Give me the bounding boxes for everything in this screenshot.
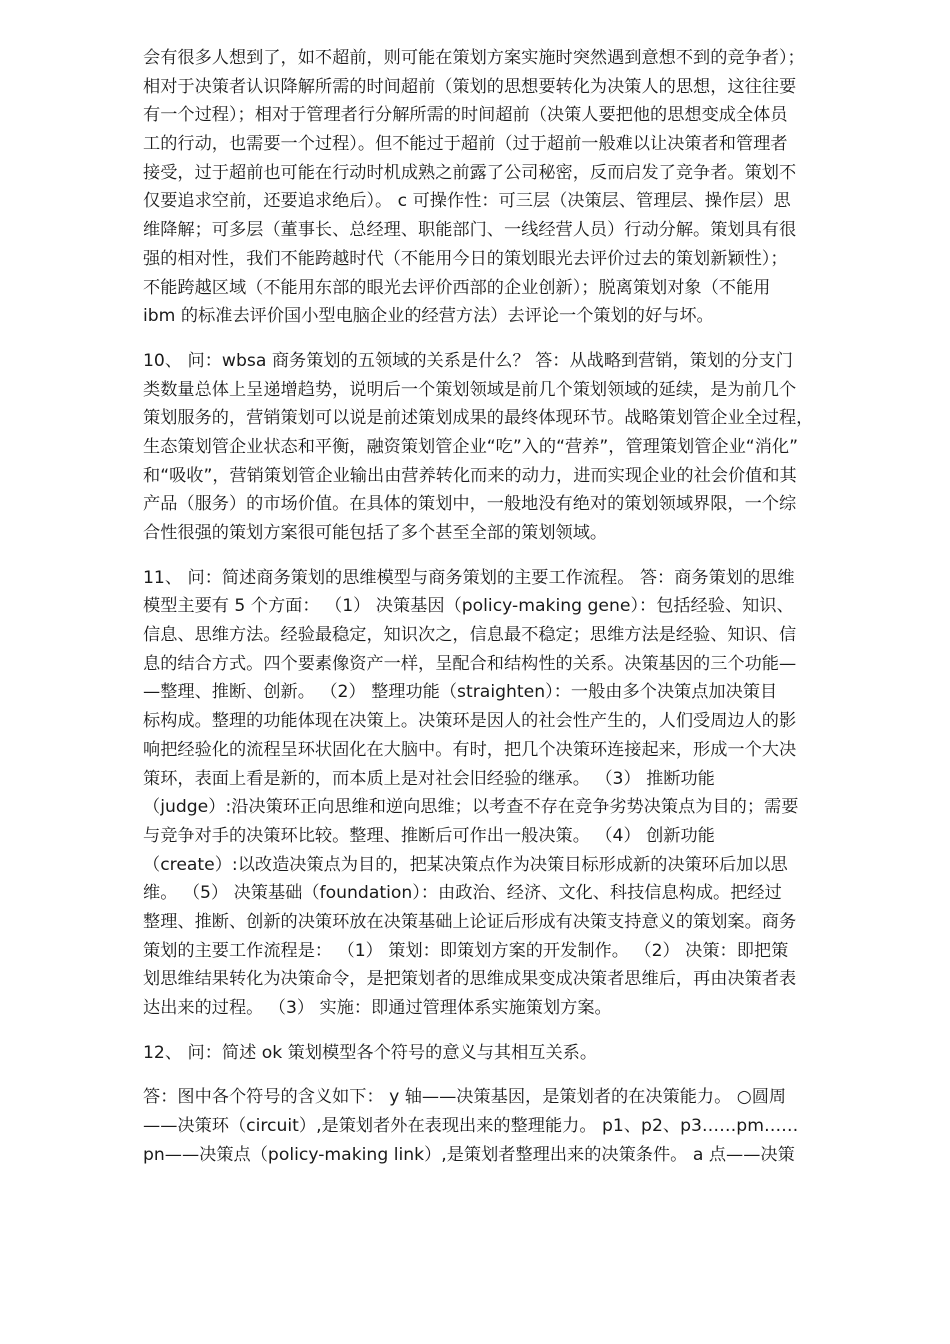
text-line: 合性很强的策划方案很可能包括了多个甚至全部的策划领域。 <box>143 523 608 543</box>
text-line: 响把经验化的流程呈环状固化在大脑中。有时，把几个决策环连接起来，形成一个大决 <box>143 739 797 760</box>
text-line: 有一个过程）；相对于管理者行分解所需的时间超前（决策人要把他的思想变成全体员 <box>143 105 788 126</box>
text-line: 维降解；可多层（董事长、总经理、职能部门、一线经营人员）行动分解。策划具有很 <box>143 220 797 241</box>
text-line: 工的行动，也需要一个过程）。但不能过于超前（过于超前一般难以让决策者和管理者 <box>143 134 788 155</box>
text-line: 策划的主要工作流程是： （1） 策划：即策划方案的开发制作。 （2） 决策：即把策 <box>143 940 789 961</box>
text-line: —整理、推断、创新。 （2） 整理功能（straighten）：一般由多个决策点加决策目 <box>143 682 778 703</box>
text-line: 答：图中各个符号的含义如下： y 轴——决策基因，是策划者的在决策能力。 ○圆周 <box>143 1087 787 1108</box>
text-line: 12、 问：简述 ok 策划模型各个符号的意义与其相互关系。 <box>143 1042 598 1063</box>
text-line: （create）:以改造决策点为目的，把某决策点作为决策目标形成新的决策环后加以思 <box>143 854 788 875</box>
text-line: 仅要追求空前，还要追求绝后）。 c 可操作性：可三层（决策层、管理层、操作层）思 <box>143 191 791 212</box>
text-line: 划思维结果转化为决策命令，是把策划者的思维成果变成决策者思维后，再由决策者表 <box>143 969 797 990</box>
text-line: （judge）:沿决策环正向思维和逆向思维；以考查不存在竞争劣势决策点为目的；需要 <box>143 797 799 818</box>
text-line: pn——决策点（policy-making link）,是策划者整理出来的决策条件。 a 点——决策 <box>143 1144 795 1165</box>
text-line: 不能跨越区域（不能用东部的眼光去评价西部的企业创新）；脱离策划对象（不能用 <box>143 277 771 298</box>
paragraph-question-10 <box>143 347 888 548</box>
text-line: 息的结合方式。四个要素像资产一样，呈配合和结构性的关系。决策基因的三个功能— <box>143 653 797 674</box>
text-line: 信息、思维方法。经验最稳定，知识次之，信息最不稳定；思维方法是经验、知识、信 <box>143 625 797 646</box>
text-line: 策划服务的，营销策划可以说是前述策划成果的最终体现环节。战略策划管企业全过程， <box>143 408 814 429</box>
text-line: 维。 （5） 决策基础（foundation）：由政治、经济、文化、科技信息构成。把经过 <box>143 883 782 904</box>
paragraph-question-11 <box>143 564 888 1023</box>
text-line: 标构成。整理的功能体现在决策上。决策环是因人的社会性产生的，人们受周边人的影 <box>143 711 797 732</box>
text-line: 类数量总体上呈递增趋势，说明后一个策划领域是前几个策划领域的延续，是为前几个 <box>143 379 797 400</box>
text-line: 11、 问：简述商务策划的思维模型与商务策划的主要工作流程。 答：商务策划的思维 <box>143 567 795 588</box>
text-line: ——决策环（circuit）,是策划者外在表现出来的整理能力。 p1、p2、p3……pm…… <box>143 1116 799 1137</box>
paragraph-question-12 <box>143 1039 888 1068</box>
text-line: 会有很多人想到了，如不超前，则可能在策划方案实施时突然遇到意想不到的竞争者）； <box>143 48 805 68</box>
text-line: 接受，过于超前也可能在行动时机成熟之前露了公司秘密，反而启发了竞争者。策划不 <box>143 162 797 183</box>
text-line: ibm 的标准去评价国小型电脑企业的经营方法）去评论一个策划的好与坏。 <box>143 306 714 327</box>
text-line: 与竞争对手的决策环比较。整理、推断后可作出一般决策。 （4） 创新功能 <box>143 825 715 846</box>
text-line: 整理、推断、创新的决策环放在决策基础上论证后形成有决策支持意义的策划案。商务 <box>143 911 797 932</box>
paragraph-answer-12 <box>143 1083 888 1169</box>
text-line: 10、 问：wbsa 商务策划的五领域的关系是什么？ 答：从战略到营销，策划的分支门 <box>143 350 793 371</box>
text-line: 相对于决策者认识降解所需的时间超前（策划的思想要转化为决策人的思想，这往往要 <box>143 76 797 97</box>
text-line: 和“吸收”，营销策划管企业输出由营养转化而来的动力，进而实现企业的社会价值和其 <box>143 465 797 486</box>
text-line: 强的相对性，我们不能跨越时代（不能用今日的策划眼光去评价过去的策划新颖性）； <box>143 248 788 269</box>
text-line: 达出来的过程。 （3） 实施：即通过管理体系实施策划方案。 <box>143 998 612 1018</box>
text-line: 产品（服务）的市场价值。在具体的策划中，一般地没有绝对的策划领域界限，一个综 <box>143 494 797 515</box>
text-line: 模型主要有 5 个方面： （1） 决策基因（policy-making gene）：包括经验、知识、 <box>143 596 794 617</box>
text-line: 生态策划管企业状态和平衡，融资策划管企业“吃”入的“营养”，管理策划管企业“消化” <box>143 436 798 457</box>
text-line: 策环，表面上看是新的，而本质上是对社会旧经验的继承。 （3） 推断功能 <box>143 768 715 789</box>
paragraph-continuation <box>143 44 888 331</box>
document-page <box>143 44 888 1185</box>
